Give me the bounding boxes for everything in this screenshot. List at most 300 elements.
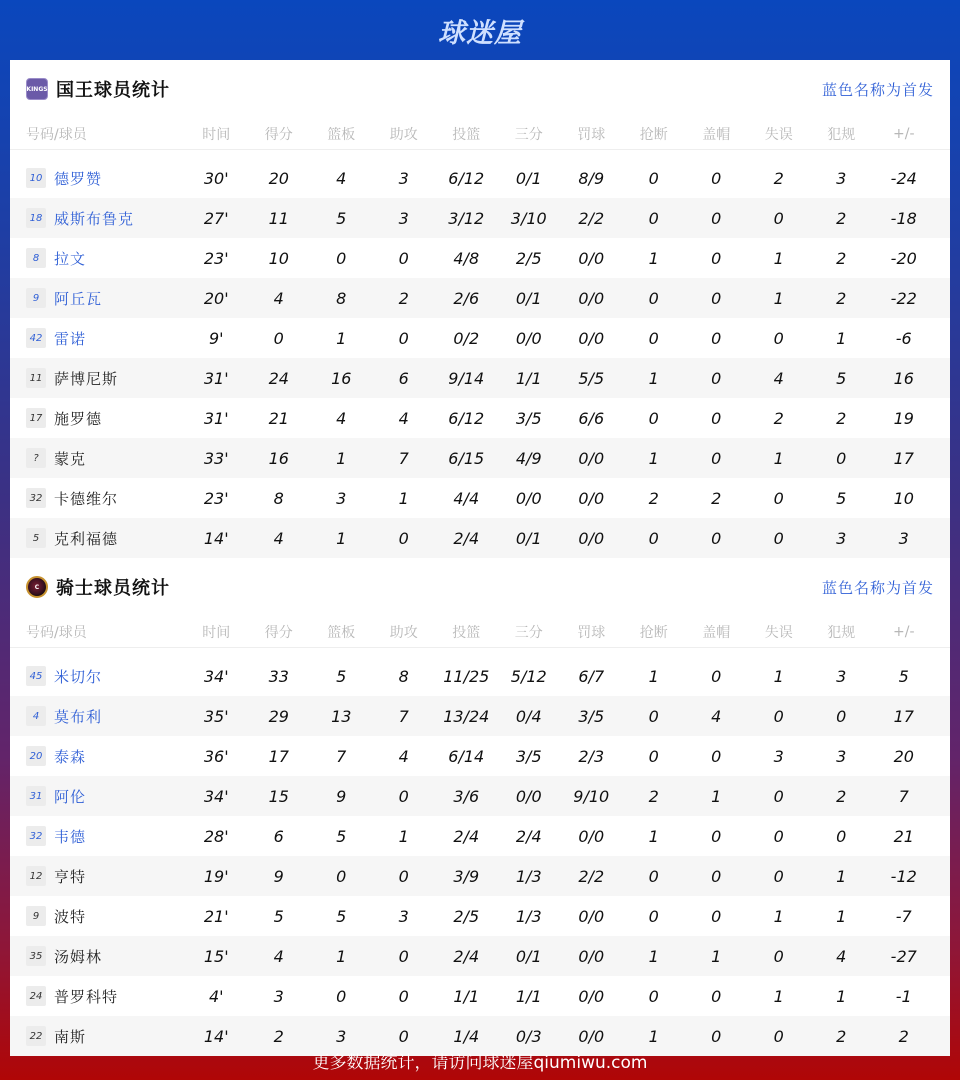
stat-cell: 1	[648, 1026, 659, 1046]
stat-cell: 0/0	[578, 488, 605, 508]
player-row[interactable]	[10, 936, 950, 976]
stat-cell: 34'	[203, 786, 229, 806]
stat-cell: 2/4	[453, 826, 480, 846]
stat-cell: 16	[268, 448, 289, 468]
stat-cell: 0	[711, 408, 722, 428]
column-header[interactable]: 盖帽	[702, 126, 731, 143]
stat-cell: 1	[336, 946, 347, 966]
player-cell	[10, 248, 185, 269]
column-header[interactable]: 时间	[202, 624, 231, 641]
stat-cell: 0	[773, 208, 784, 228]
stat-cell: 3	[398, 906, 409, 926]
stat-cell: 0	[398, 866, 409, 886]
stat-cell: -1	[895, 986, 912, 1006]
stat-cell: 3	[836, 168, 847, 188]
column-header[interactable]: 犯规	[827, 624, 856, 641]
stat-cell: 0	[711, 1026, 722, 1046]
player-cell	[10, 168, 185, 189]
stat-cell: 0/2	[453, 328, 480, 348]
player-name[interactable]: 南斯	[54, 1027, 87, 1046]
stat-cell: 6/7	[578, 666, 605, 686]
jersey-number: 31	[26, 786, 46, 806]
stat-cell: 0	[398, 986, 409, 1006]
player-cell	[10, 288, 185, 309]
jersey-number: 42	[26, 328, 46, 348]
stat-cell: 10	[893, 488, 914, 508]
stat-cell: 2	[836, 288, 847, 308]
stat-cell: 0	[711, 328, 722, 348]
stat-cell: 4	[773, 368, 784, 388]
stat-cell: 9	[336, 786, 347, 806]
player-row[interactable]	[10, 158, 950, 198]
player-row[interactable]	[10, 896, 950, 936]
stat-cell: 33'	[203, 448, 229, 468]
player-cell	[10, 448, 185, 469]
stat-cell: 0/4	[515, 706, 542, 726]
stat-cell: 17	[893, 448, 914, 468]
player-name[interactable]: 卡德维尔	[54, 489, 119, 508]
column-header[interactable]: 篮板	[327, 126, 356, 143]
stat-cell: 23'	[203, 248, 229, 268]
stat-cell: 0	[648, 746, 659, 766]
stat-cell: 9/10	[573, 786, 610, 806]
stat-cell: 1	[836, 328, 847, 348]
stat-cell: -24	[890, 168, 917, 188]
player-name[interactable]: 米切尔	[54, 667, 103, 686]
player-row[interactable]	[10, 318, 950, 358]
jersey-number: 9	[26, 288, 46, 308]
stat-cell: 0/0	[578, 328, 605, 348]
stat-cell: 3/12	[448, 208, 485, 228]
starter-legend: 蓝色名称为首发	[821, 578, 934, 597]
stat-cell: 1	[336, 528, 347, 548]
player-name[interactable]: 萨博尼斯	[54, 369, 119, 388]
stat-cell: 15'	[203, 946, 229, 966]
player-name[interactable]: 拉文	[54, 249, 87, 268]
column-header-player[interactable]: 号码/球员	[26, 126, 87, 143]
player-row[interactable]	[10, 976, 950, 1016]
stat-cell: 0	[711, 528, 722, 548]
stat-cell: 8	[336, 288, 347, 308]
column-header[interactable]: 抢断	[639, 126, 668, 143]
stat-cell: 3	[773, 746, 784, 766]
stat-cell: 16	[893, 368, 914, 388]
player-name[interactable]: 蒙克	[54, 449, 87, 468]
player-name[interactable]: 韦德	[54, 827, 87, 846]
player-name[interactable]: 阿伦	[54, 787, 87, 806]
stat-cell: 5/12	[510, 666, 547, 686]
player-row[interactable]	[10, 736, 950, 776]
stat-cell: 6/14	[448, 746, 485, 766]
jersey-number: 4	[26, 706, 46, 726]
stat-cell: 0	[773, 488, 784, 508]
stat-cell: 0	[773, 528, 784, 548]
stat-cell: 1	[836, 866, 847, 886]
stat-cell: 20	[893, 746, 914, 766]
player-cell	[10, 826, 185, 847]
player-row[interactable]	[10, 856, 950, 896]
jersey-number: 11	[26, 368, 46, 388]
column-header[interactable]: +/-	[893, 125, 915, 142]
column-header[interactable]: +/-	[893, 623, 915, 640]
player-cell	[10, 208, 185, 229]
column-header[interactable]: 助攻	[389, 126, 418, 143]
jersey-number: 18	[26, 208, 46, 228]
stat-cell: 0	[711, 288, 722, 308]
stat-cell: 0/1	[515, 528, 542, 548]
column-header-player[interactable]: 号码/球员	[26, 624, 87, 641]
stat-cell: 0	[836, 706, 847, 726]
stat-cell: 34'	[203, 666, 229, 686]
stat-cell: 2	[836, 208, 847, 228]
stat-cell: 2	[273, 1026, 284, 1046]
stat-cell: 19	[893, 408, 914, 428]
team-name: 骑士球员统计	[56, 578, 170, 599]
stat-cell: 0/0	[515, 488, 542, 508]
stat-cell: 1	[773, 986, 784, 1006]
stat-cell: 0	[773, 706, 784, 726]
player-row[interactable]	[10, 438, 950, 478]
stat-cell: 5	[836, 368, 847, 388]
stat-cell: 0/0	[578, 946, 605, 966]
stat-cell: 11/25	[443, 666, 490, 686]
stat-cell: 13	[331, 706, 352, 726]
stat-cell: 6/12	[448, 408, 485, 428]
stat-cell: 3	[398, 168, 409, 188]
stat-cell: 1	[336, 448, 347, 468]
column-header[interactable]: 投篮	[452, 624, 481, 641]
stat-cell: 1	[773, 906, 784, 926]
stat-cell: 0	[711, 208, 722, 228]
player-name[interactable]: 威斯布鲁克	[54, 209, 135, 228]
stat-cell: 1	[773, 248, 784, 268]
stat-cell: 2/2	[578, 866, 605, 886]
stat-cell: 31'	[203, 368, 229, 388]
stat-cell: 6	[273, 826, 284, 846]
stat-cell: 1/3	[515, 906, 542, 926]
section-header	[10, 558, 950, 616]
stat-cell: 2/6	[453, 288, 480, 308]
column-header[interactable]: 罚球	[577, 126, 606, 143]
stat-cell: 28'	[203, 826, 229, 846]
stat-cell: 16	[331, 368, 352, 388]
stat-cell: 3	[398, 208, 409, 228]
stat-cell: 0	[648, 328, 659, 348]
stat-cell: 9	[273, 866, 284, 886]
stat-cell: 0	[773, 946, 784, 966]
stat-cell: 0	[648, 866, 659, 886]
stat-cell: 2	[398, 288, 409, 308]
player-name[interactable]: 阿丘瓦	[54, 289, 103, 308]
stat-cell: 2/5	[515, 248, 542, 268]
stat-cell: 8	[398, 666, 409, 686]
player-name[interactable]: 泰森	[54, 747, 87, 766]
stat-cell: 1	[773, 666, 784, 686]
stat-cell: -18	[890, 208, 917, 228]
stat-cell: 0	[773, 1026, 784, 1046]
stat-cell: 2/4	[453, 528, 480, 548]
stat-cell: 7	[336, 746, 347, 766]
column-header[interactable]: 盖帽	[702, 624, 731, 641]
stat-cell: 0/0	[578, 1026, 605, 1046]
stat-cell: 4	[273, 528, 284, 548]
stat-cell: 0	[773, 866, 784, 886]
stat-cell: 0/0	[515, 328, 542, 348]
stat-cell: 5	[836, 488, 847, 508]
stat-cell: 1	[711, 786, 722, 806]
stat-cell: 17	[268, 746, 289, 766]
player-row[interactable]	[10, 696, 950, 736]
jersey-number: 8	[26, 248, 46, 268]
stat-cell: 3/10	[510, 208, 547, 228]
player-cell	[10, 666, 185, 687]
table-header	[10, 118, 950, 150]
stat-cell: 0	[336, 248, 347, 268]
stat-cell: 5/5	[578, 368, 605, 388]
player-row[interactable]	[10, 656, 950, 696]
stat-cell: 2	[898, 1026, 909, 1046]
starter-legend: 蓝色名称为首发	[821, 80, 934, 99]
jersey-number: 32	[26, 826, 46, 846]
stat-cell: 0	[648, 528, 659, 548]
stat-cell: 14'	[203, 1026, 229, 1046]
column-header[interactable]: 得分	[264, 624, 293, 641]
stat-cell: 30'	[203, 168, 229, 188]
player-row[interactable]	[10, 238, 950, 278]
stat-cell: -27	[890, 946, 917, 966]
stat-cell: -6	[895, 328, 912, 348]
stat-cell: 0	[773, 826, 784, 846]
stat-cell: 2	[773, 168, 784, 188]
stat-cell: 24	[268, 368, 289, 388]
jersey-number: 22	[26, 1026, 46, 1046]
stat-cell: 35'	[203, 706, 229, 726]
stat-cell: 10	[268, 248, 289, 268]
stat-cell: 5	[336, 826, 347, 846]
stat-cell: 0/1	[515, 288, 542, 308]
team-name: 国王球员统计	[56, 80, 170, 101]
player-name[interactable]: 汤姆林	[54, 947, 103, 966]
column-header[interactable]: 得分	[264, 126, 293, 143]
stat-cell: 13/24	[443, 706, 490, 726]
team-title	[26, 574, 170, 600]
stat-cell: 0	[648, 208, 659, 228]
stat-cell: 0	[398, 248, 409, 268]
player-name[interactable]: 莫布利	[54, 707, 103, 726]
cavaliers-logo-icon: C	[26, 576, 48, 598]
stat-cell: 1	[836, 986, 847, 1006]
stat-cell: 0	[711, 826, 722, 846]
stat-cell: 0/0	[515, 786, 542, 806]
column-header[interactable]: 三分	[514, 126, 543, 143]
stat-cell: 1	[836, 906, 847, 926]
stat-cell: 21'	[203, 906, 229, 926]
stat-cell: 1	[711, 946, 722, 966]
player-name[interactable]: 普罗科特	[54, 987, 119, 1006]
stat-cell: 1/1	[453, 986, 480, 1006]
stat-cell: 0	[711, 168, 722, 188]
player-cell	[10, 786, 185, 807]
stat-cell: 0	[398, 786, 409, 806]
player-row[interactable]	[10, 816, 950, 856]
stat-cell: 15	[268, 786, 289, 806]
stat-cell: 20	[268, 168, 289, 188]
stat-cell: 1	[648, 248, 659, 268]
stat-cell: 4	[398, 408, 409, 428]
jersey-number: 20	[26, 746, 46, 766]
stat-cell: 4	[711, 706, 722, 726]
stat-cell: 3	[898, 528, 909, 548]
player-row[interactable]	[10, 776, 950, 816]
stat-cell: 2	[648, 488, 659, 508]
stat-cell: 4	[398, 746, 409, 766]
player-cell	[10, 488, 185, 509]
stat-cell: 3/5	[515, 746, 542, 766]
player-row[interactable]	[10, 398, 950, 438]
jersey-number: 5	[26, 528, 46, 548]
column-header[interactable]: 罚球	[577, 624, 606, 641]
stat-cell: 3/5	[515, 408, 542, 428]
stat-cell: 3	[273, 986, 284, 1006]
stat-cell: 33	[268, 666, 289, 686]
stat-cell: 1	[398, 488, 409, 508]
stat-cell: 0	[711, 666, 722, 686]
player-cell	[10, 746, 185, 767]
stat-cell: 2/4	[453, 946, 480, 966]
app-header	[0, 0, 960, 60]
player-row[interactable]	[10, 278, 950, 318]
player-row[interactable]	[10, 198, 950, 238]
footer-banner[interactable]	[0, 1040, 960, 1080]
player-cell	[10, 528, 185, 549]
stat-cell: 2	[836, 408, 847, 428]
column-header[interactable]: 时间	[202, 126, 231, 143]
stat-cell: 1	[398, 826, 409, 846]
stat-cell: 0/0	[578, 906, 605, 926]
stat-cell: 2	[648, 786, 659, 806]
stat-cell: 3	[336, 1026, 347, 1046]
stat-cell: 0	[711, 448, 722, 468]
stat-cell: 4	[336, 408, 347, 428]
stat-cell: 5	[273, 906, 284, 926]
stat-cell: 0	[398, 1026, 409, 1046]
column-header[interactable]: 犯规	[827, 126, 856, 143]
team-title	[26, 76, 170, 102]
stat-cell: 4/8	[453, 248, 480, 268]
player-cell	[10, 986, 185, 1007]
stat-cell: 0	[398, 946, 409, 966]
stat-cell: 3	[836, 666, 847, 686]
stat-cell: 11	[268, 208, 289, 228]
player-row[interactable]	[10, 358, 950, 398]
stat-cell: 5	[336, 906, 347, 926]
stat-cell: 17	[893, 706, 914, 726]
stat-cell: 0	[336, 866, 347, 886]
column-header[interactable]: 三分	[514, 624, 543, 641]
footer-text: 更多数据统计，请访问球迷屋qiumiwu.com	[312, 1052, 648, 1073]
player-name[interactable]: 波特	[54, 907, 87, 926]
stat-cell: 14'	[203, 528, 229, 548]
team-section-cavaliers	[10, 558, 950, 1056]
table-header	[10, 616, 950, 648]
stat-cell: 0	[711, 906, 722, 926]
stat-cell: 4	[273, 288, 284, 308]
jersey-number: 12	[26, 866, 46, 886]
stat-cell: 1	[648, 368, 659, 388]
stat-cell: 1/4	[453, 1026, 480, 1046]
stat-cell: 1	[336, 328, 347, 348]
column-header[interactable]: 抢断	[639, 624, 668, 641]
stat-cell: 4'	[208, 986, 224, 1006]
column-header[interactable]: 失误	[764, 126, 793, 143]
stat-cell: 29	[268, 706, 289, 726]
stat-cell: 2	[836, 1026, 847, 1046]
stat-cell: 0/0	[578, 528, 605, 548]
column-header[interactable]: 助攻	[389, 624, 418, 641]
stat-cell: 21	[893, 826, 914, 846]
player-cell	[10, 706, 185, 727]
stat-cell: 2/4	[515, 826, 542, 846]
stat-cell: -7	[895, 906, 912, 926]
stat-cell: 7	[398, 448, 409, 468]
stat-cell: 3	[836, 528, 847, 548]
player-row[interactable]	[10, 518, 950, 558]
player-name[interactable]: 克利福德	[54, 529, 119, 548]
stat-cell: 6/6	[578, 408, 605, 428]
stat-cell: 6	[398, 368, 409, 388]
stat-cell: 0/1	[515, 946, 542, 966]
stat-cell: 0/3	[515, 1026, 542, 1046]
stat-cell: 0	[648, 906, 659, 926]
stat-cell: 5	[336, 666, 347, 686]
player-name[interactable]: 德罗赞	[54, 169, 103, 188]
column-header[interactable]: 失误	[764, 624, 793, 641]
stat-cell: 1/1	[515, 986, 542, 1006]
stat-cell: 0	[836, 448, 847, 468]
stat-cell: 0	[773, 786, 784, 806]
stat-cell: 0	[648, 408, 659, 428]
stat-cell: 0	[648, 288, 659, 308]
stat-cell: 0	[773, 328, 784, 348]
column-header[interactable]: 投篮	[452, 126, 481, 143]
stat-cell: 0/0	[578, 288, 605, 308]
jersey-number: 10	[26, 168, 46, 188]
stat-cell: 0	[711, 986, 722, 1006]
stat-cell: 0/0	[578, 248, 605, 268]
stat-cell: 3/5	[578, 706, 605, 726]
stat-cell: 6/12	[448, 168, 485, 188]
stat-cell: 1	[648, 826, 659, 846]
stat-cell: 2/2	[578, 208, 605, 228]
stat-cell: 0	[336, 986, 347, 1006]
player-row[interactable]	[10, 478, 950, 518]
team-section-kings	[10, 60, 950, 558]
stat-cell: 7	[898, 786, 909, 806]
player-name[interactable]: 施罗德	[54, 409, 103, 428]
player-name[interactable]: 亨特	[54, 867, 87, 886]
stat-cell: 0	[711, 248, 722, 268]
player-name[interactable]: 雷诺	[54, 329, 87, 348]
stat-cell: 31'	[203, 408, 229, 428]
column-header[interactable]: 篮板	[327, 624, 356, 641]
stat-cell: 7	[398, 706, 409, 726]
stat-cell: 0	[648, 706, 659, 726]
jersey-number: 45	[26, 666, 46, 686]
stat-cell: 0	[398, 528, 409, 548]
stats-card	[10, 60, 950, 1046]
site-logo: 球迷屋	[438, 17, 522, 49]
stat-cell: 2/5	[453, 906, 480, 926]
